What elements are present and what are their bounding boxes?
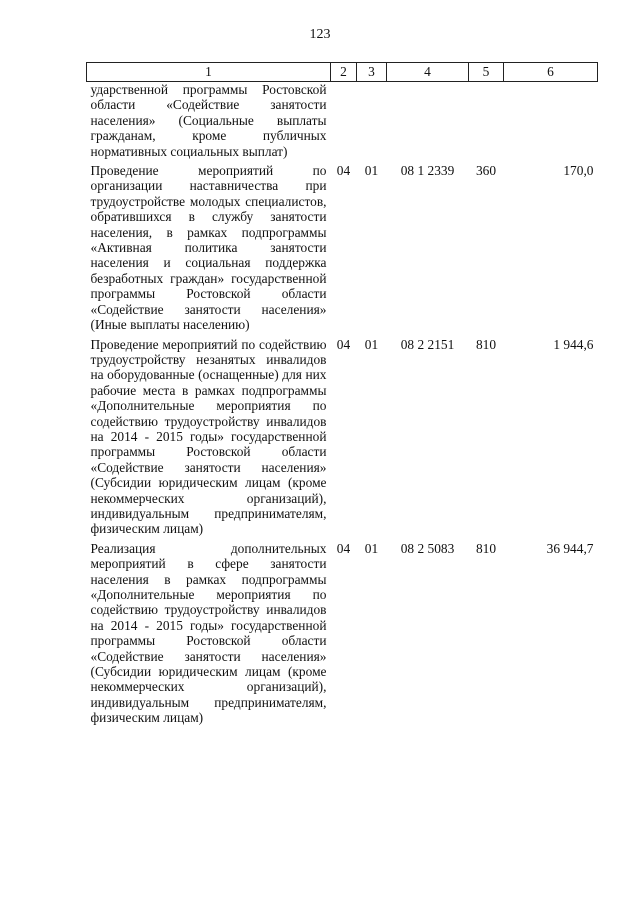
row-amount: 170,0 [563,163,594,179]
row-expense-type-code [469,82,504,160]
row-description: Реализация дополнительных мероприятий в сфере занятости населения в рамках подпрограммы «Дополнительные мероприятия по содействию трудоустройству инвалидов на 2014 - 2015 годы» государственной программы Ростовской области «Содействие занятости населения» (Субсидии юридическим лицам (кроме некоммерческих организаций), индивидуальным предпринимателям, физическим лицам) [90,540,327,726]
column-header-2: 2 [331,63,357,82]
row-description: ударственной программы Ростовской области «Содействие занятости населения» (Социальные выплаты гражданам, кроме публичных нормативных социальных выплат) [90,82,327,159]
column-header-4: 4 [387,63,469,82]
table-row [87,333,598,537]
row-amount: 36 944,7 [546,540,594,556]
row-target-article-code: 08 2 5083 [400,540,455,556]
table-row [87,82,598,160]
row-description: Проведение мероприятий по организации наставничества при трудоустройстве молодых специалистов, обратившихся в службу занятости населения, в рамках подпрограммы «Активная политика занятости населения и социальная поддержка безработных граждан» государственной программы Ростовской области «Содействие занятости населения» (Иные выплаты населению) [90,163,327,333]
row-expense-type-code: 810 [475,336,497,352]
row-subsection-code: 01 [364,336,379,352]
row-section-code: 04 [336,540,351,556]
page-number: 123 [309,27,331,42]
table-row [87,159,598,332]
column-header-1: 1 [87,63,331,82]
column-header-6: 6 [504,63,598,82]
row-section-code [331,82,357,160]
row-amount: 1 944,6 [553,336,594,352]
row-expense-type-code: 360 [475,163,497,179]
row-amount [504,82,598,160]
row-section-code: 04 [336,336,351,352]
row-target-article-code: 08 2 2151 [400,336,455,352]
row-subsection-code: 01 [364,163,379,179]
row-section-code: 04 [336,163,351,179]
table-row [87,537,598,726]
row-subsection-code [357,82,387,160]
row-target-article-code [387,82,469,160]
row-description: Проведение мероприятий по содействию трудоустройству незанятых инвалидов на оборудованные (оснащенные) для них рабочие места в рамках подпрограммы «Дополнительные мероприятия по содействию трудоустройству инвалидов на 2014 - 2015 годы» государственной программы Ростовской области «Содействие занятости населения» (Субсидии юридическим лицам (кроме некоммерческих организаций), индивидуальным предпринимателям, физическим лицам) [90,336,327,537]
row-target-article-code: 08 1 2339 [400,163,455,179]
row-expense-type-code: 810 [475,540,497,556]
budget-table [86,62,598,726]
table-header-row [87,63,598,82]
row-subsection-code: 01 [364,540,379,556]
column-header-5: 5 [469,63,504,82]
column-header-3: 3 [357,63,387,82]
